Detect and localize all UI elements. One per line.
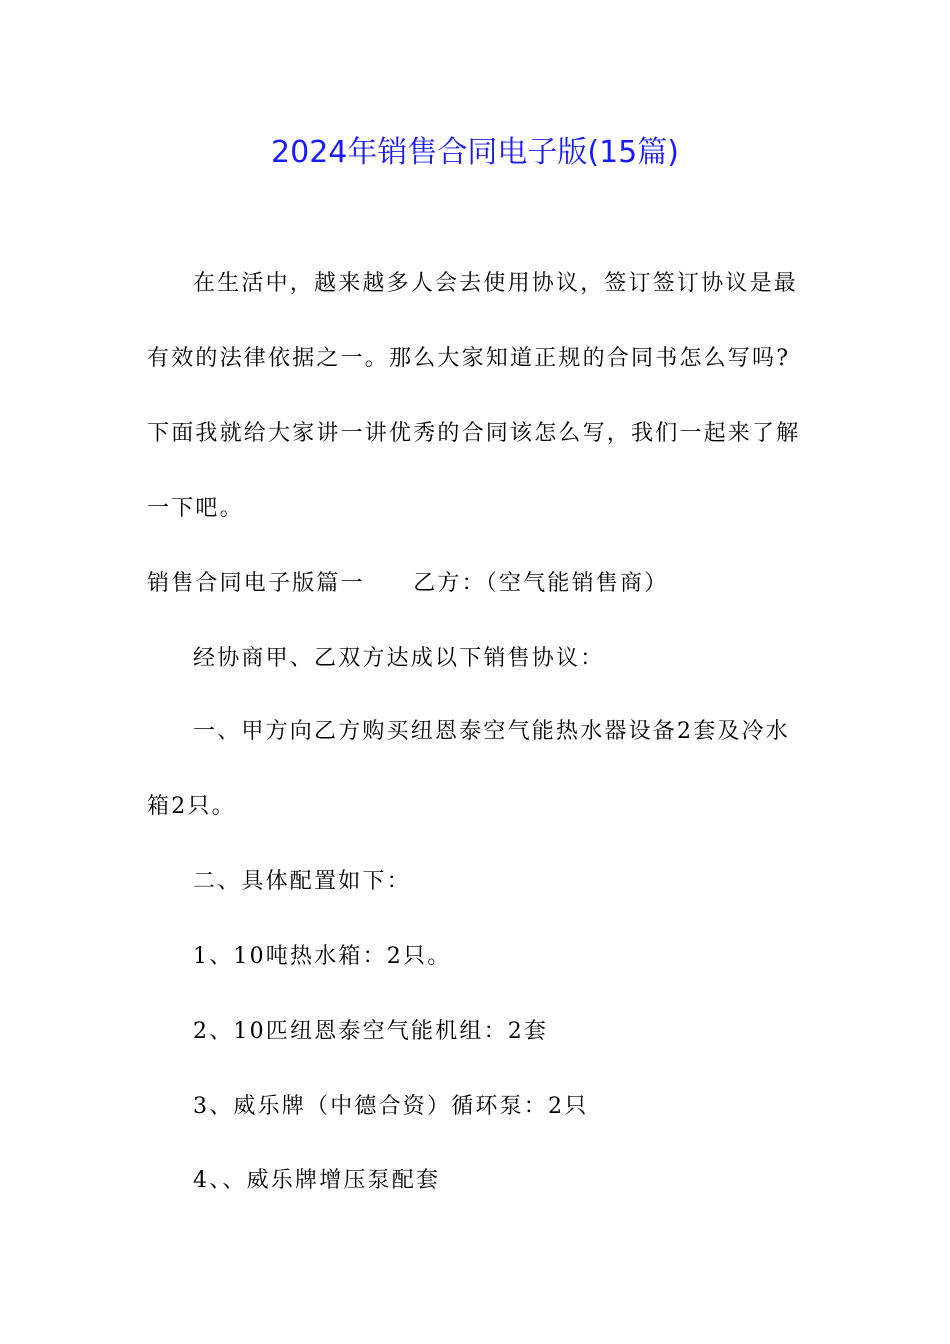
paragraph-line: 一下吧。 <box>147 496 244 521</box>
paragraph-line: 经协商甲、乙双方达成以下销售协议： <box>193 646 605 671</box>
list-item: 1、10吨热水箱：2只。 <box>193 944 452 969</box>
paragraph-line: 有效的法律依据之一。那么大家知道正规的合同书怎么写吗? <box>147 346 791 371</box>
paragraph-line: 箱2只。 <box>147 794 236 819</box>
list-item: 4、、威乐牌增压泵配套 <box>193 1168 441 1193</box>
section-heading-line: 销售合同电子版篇一 乙方：（空气能销售商） <box>147 571 669 596</box>
list-item: 3、威乐牌（中德合资）循环泵：2只 <box>193 1094 589 1119</box>
paragraph-line: 下面我就给大家讲一讲优秀的合同该怎么写，我们一起来了解 <box>147 421 801 446</box>
paragraph-line: 二、具体配置如下： <box>193 869 411 894</box>
paragraph-line: 一、甲方向乙方购买纽恩泰空气能热水器设备2套及冷水 <box>193 719 790 744</box>
list-item: 2、10匹纽恩泰空气能机组：2套 <box>193 1019 549 1044</box>
paragraph-line: 在生活中，越来越多人会去使用协议，签订签订协议是最 <box>193 271 799 296</box>
document-title: 2024年销售合同电子版(15篇) <box>271 135 679 170</box>
